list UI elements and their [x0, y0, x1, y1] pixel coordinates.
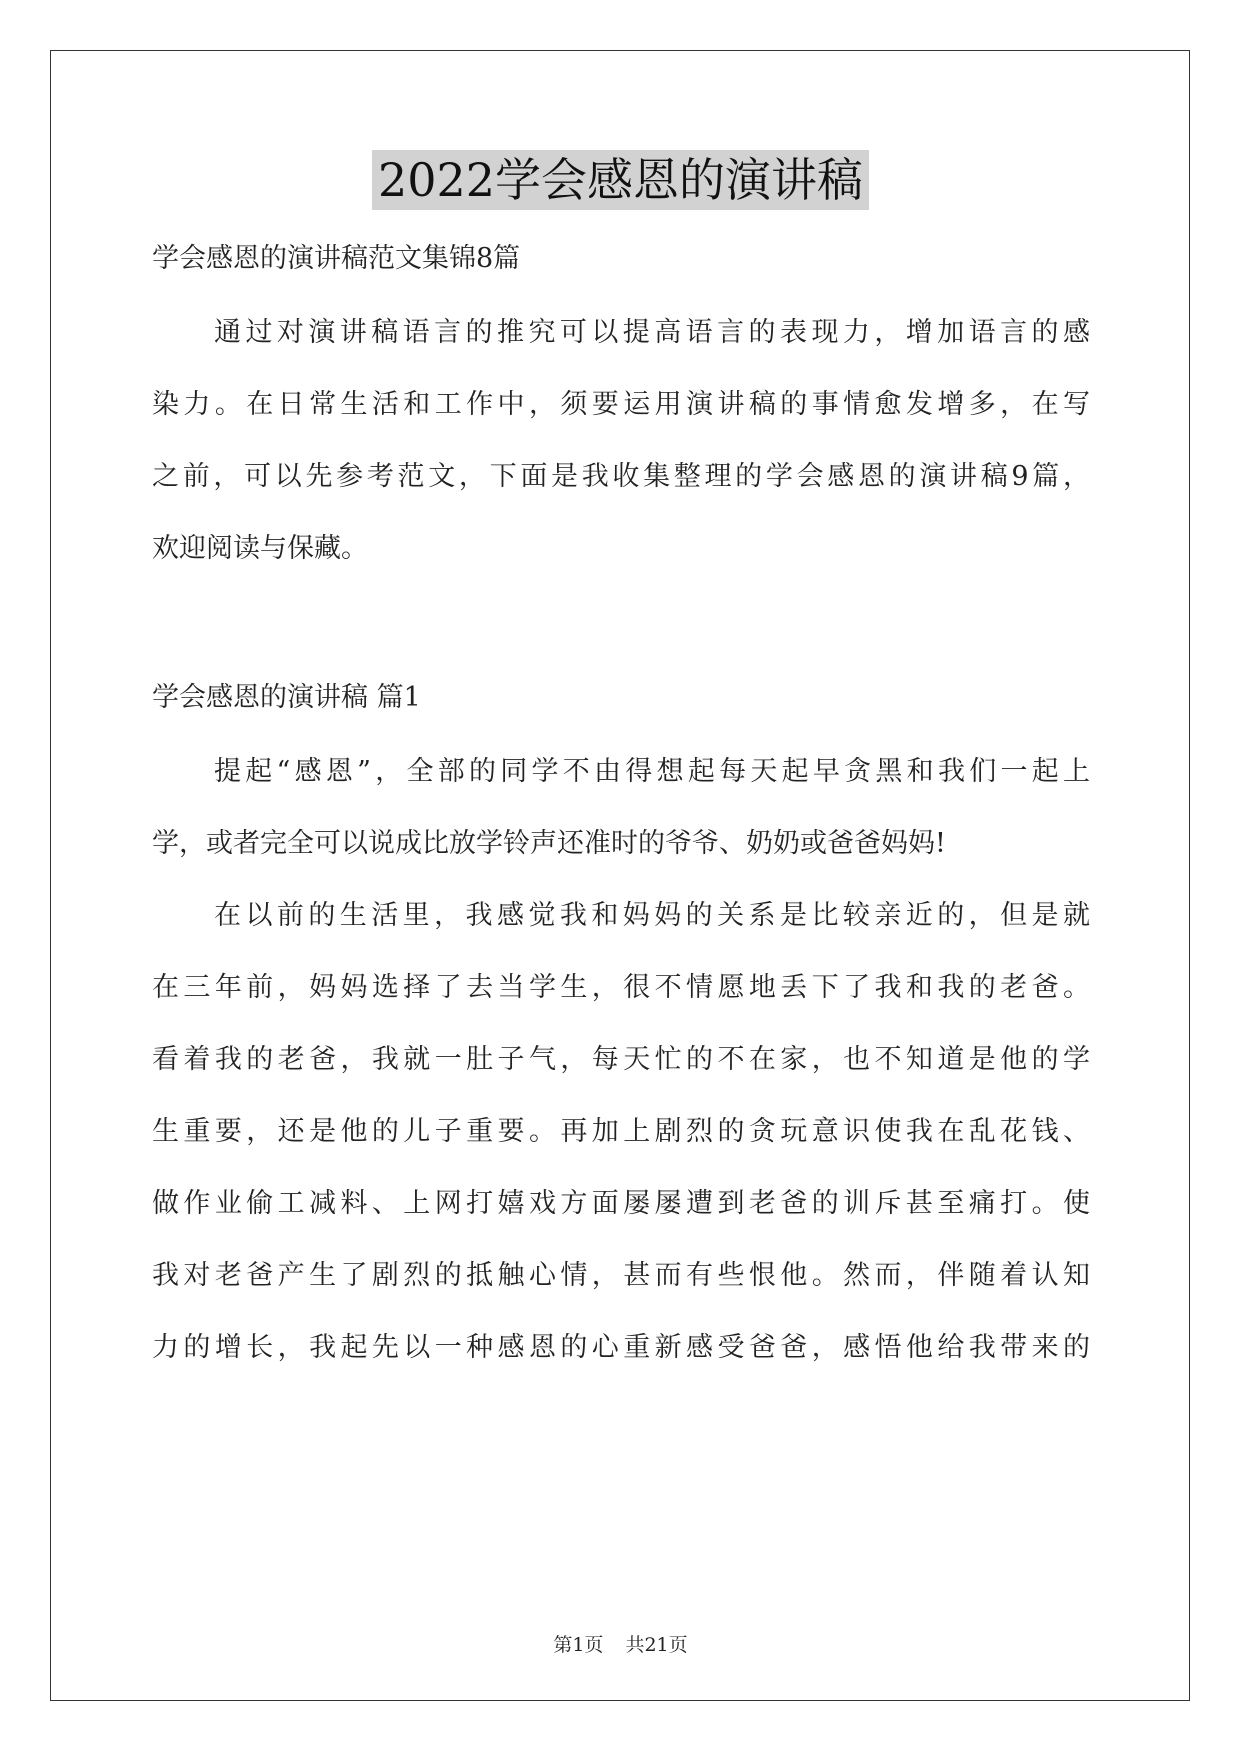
page-footer — [0, 1632, 1241, 1658]
paragraph-line: 看着我的老爸，我就一肚子气，每天忙的不在家，也不知道是他的学 — [152, 1044, 1090, 1075]
paragraph-line: 提起“感恩”，全部的同学不由得想起每天起早贪黑和我们一起上 — [214, 756, 1090, 787]
paragraph-line: 做作业偷工减料、上网打嬉戏方面屡屡遭到老爸的训斥甚至痛打。使 — [152, 1188, 1090, 1219]
page-total: 共21页 — [625, 1634, 688, 1656]
paragraph-line: 我对老爸产生了剧烈的抵触心情，甚而有些恨他。然而，伴随着认知 — [152, 1260, 1090, 1291]
page-border — [50, 50, 1190, 1701]
document-title: 2022学会感恩的演讲稿 — [372, 150, 869, 210]
document-subtitle: 学会感恩的演讲稿范文集锦8篇 — [152, 243, 521, 274]
intro-line: 之前，可以先参考范文，下面是我收集整理的学会感恩的演讲稿9篇， — [152, 461, 1090, 492]
intro-line: 通过对演讲稿语言的推究可以提高语言的表现力，增加语言的感 — [214, 317, 1090, 348]
intro-line: 欢迎阅读与保藏。 — [152, 533, 368, 564]
paragraph-line: 学，或者完全可以说成比放学铃声还准时的爷爷、奶奶或爸爸妈妈! — [152, 828, 946, 859]
title-container — [0, 150, 1241, 210]
paragraph-line: 在三年前，妈妈选择了去当学生，很不情愿地丢下了我和我的老爸。 — [152, 972, 1090, 1003]
paragraph-line: 生重要，还是他的儿子重要。再加上剧烈的贪玩意识使我在乱花钱、 — [152, 1116, 1090, 1147]
paragraph-line: 在以前的生活里，我感觉我和妈妈的关系是比较亲近的，但是就 — [214, 900, 1090, 931]
paragraph-line: 力的增长，我起先以一种感恩的心重新感受爸爸，感悟他给我带来的 — [152, 1332, 1090, 1363]
page-number: 第1页 — [553, 1634, 604, 1656]
intro-line: 染力。在日常生活和工作中，须要运用演讲稿的事情愈发增多，在写 — [152, 389, 1090, 420]
section-heading: 学会感恩的演讲稿 篇1 — [152, 682, 421, 713]
